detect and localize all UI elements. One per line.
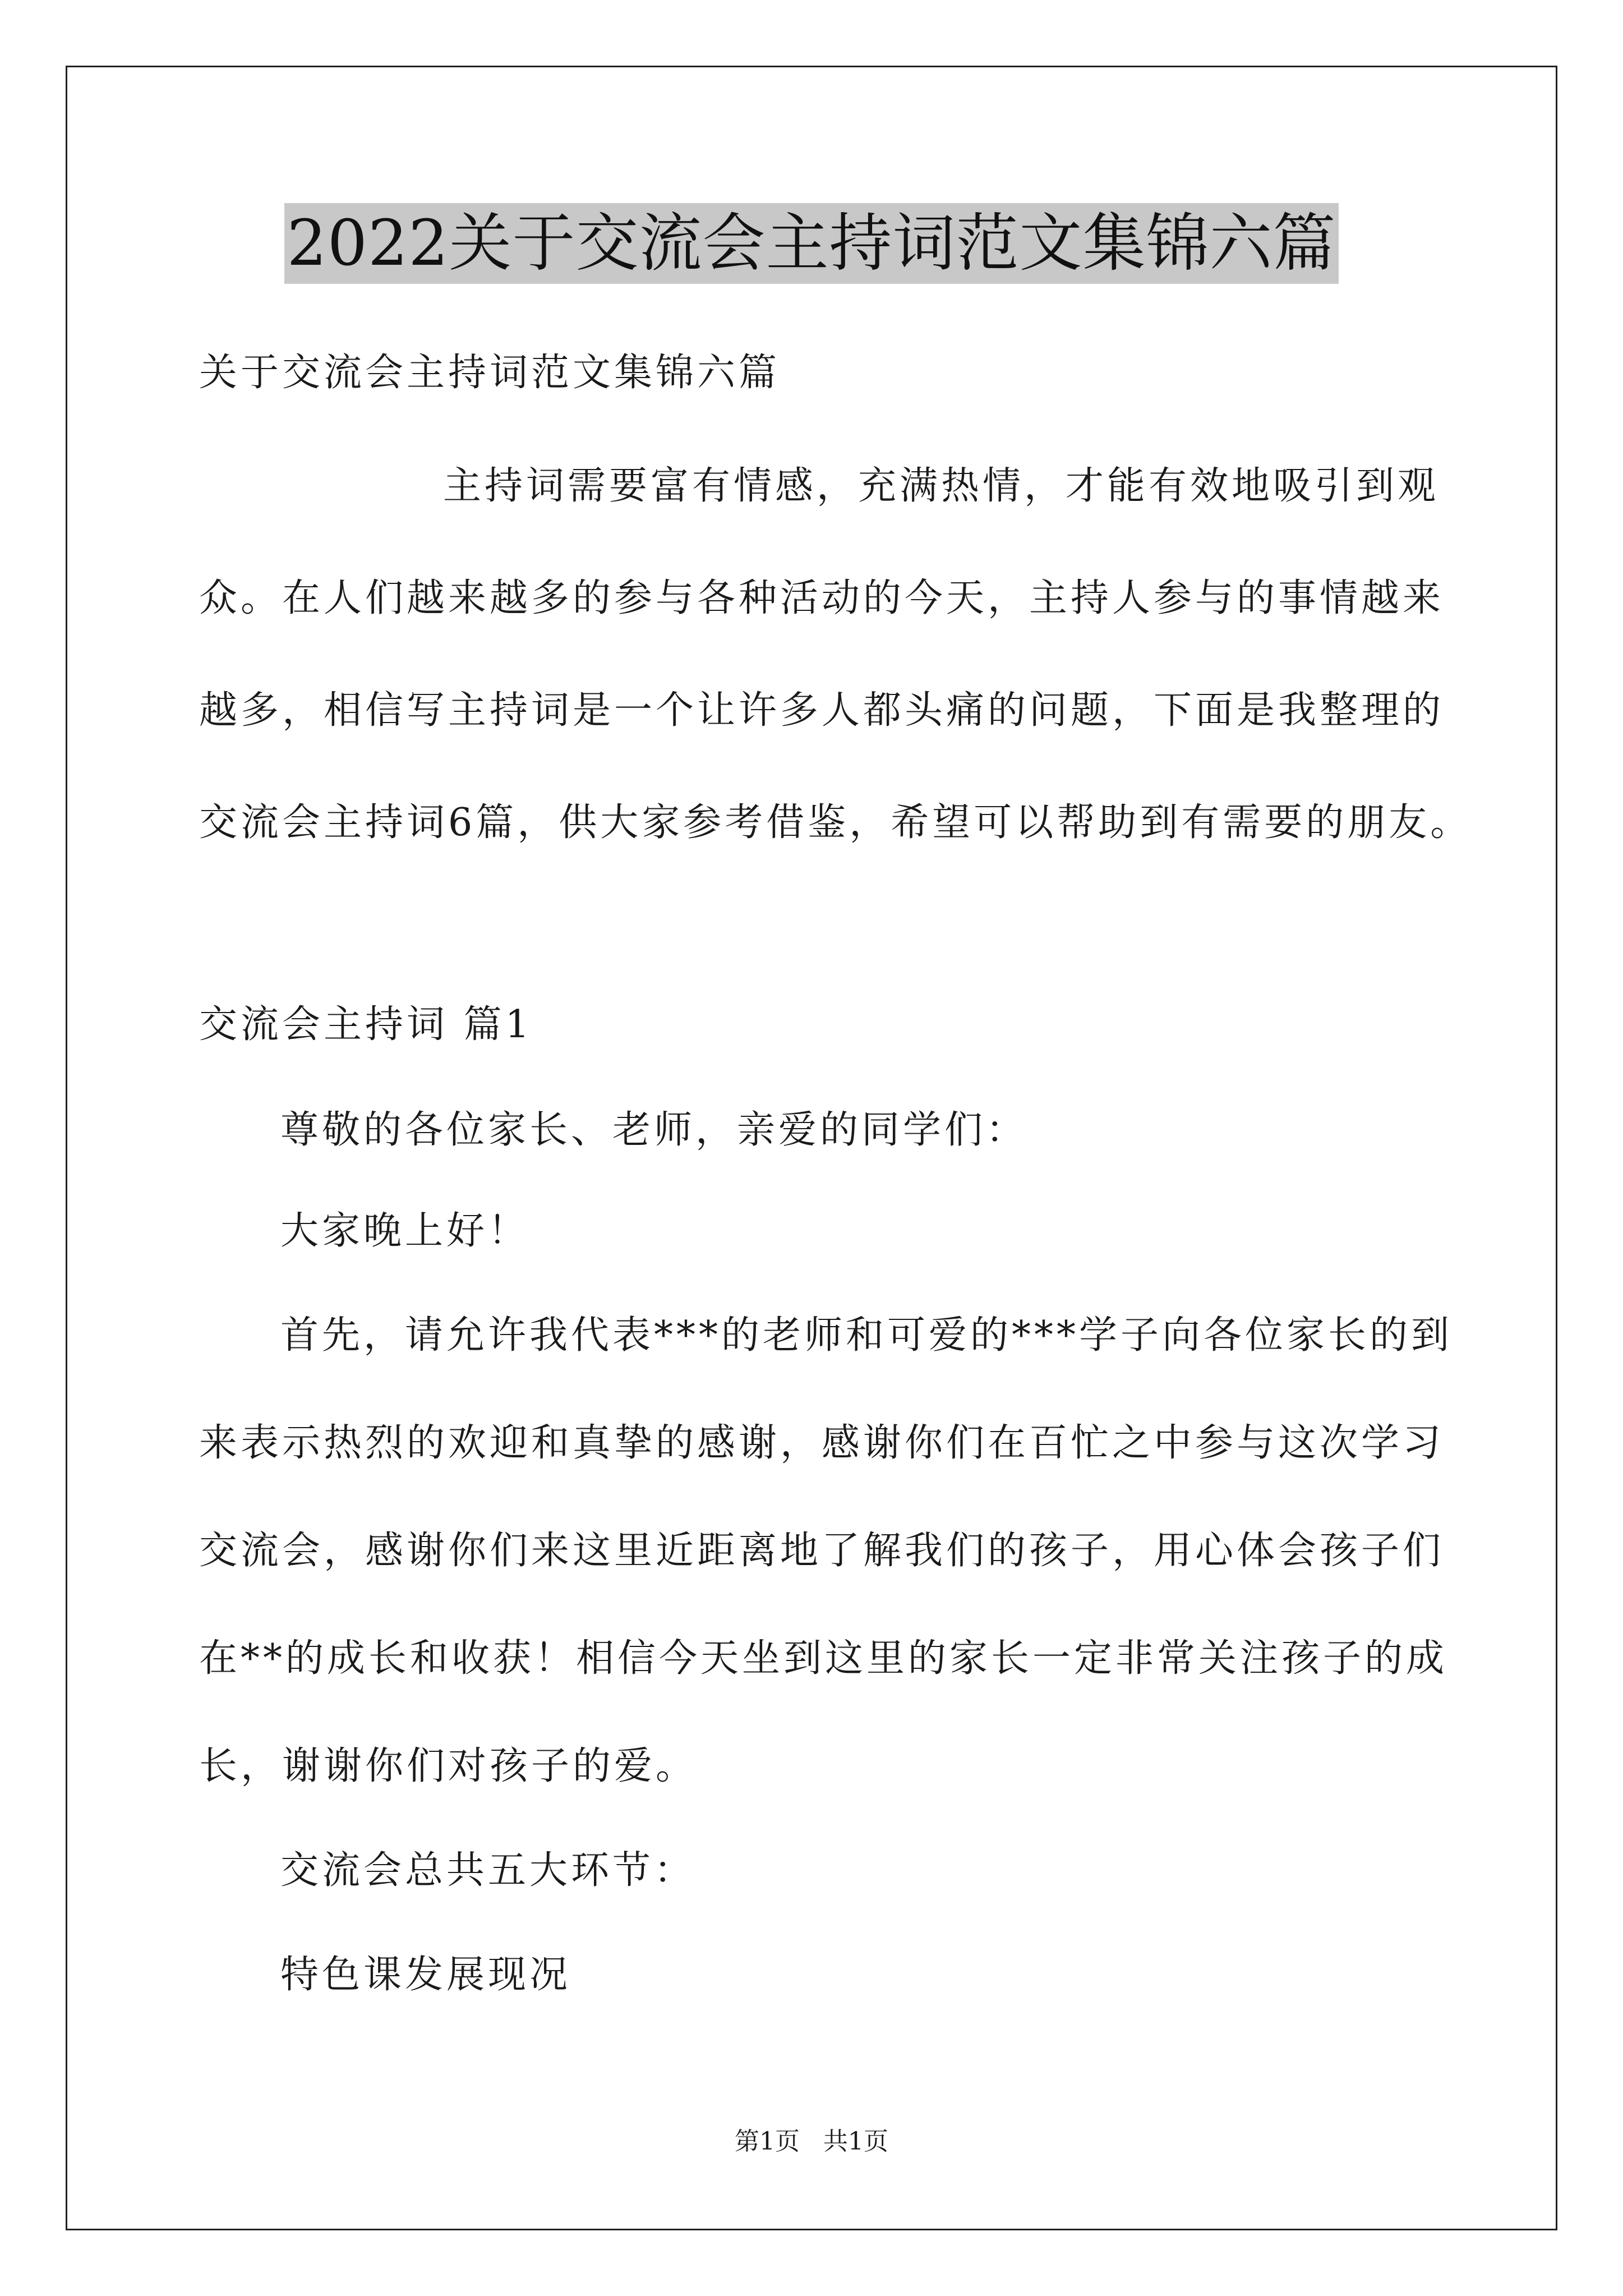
paragraph-line-4: 在**的成长和收获！相信今天坐到这里的家长一定非常关注孩子的成	[199, 1636, 1448, 1681]
intro-line-2: 众。在人们越来越多的参与各种活动的今天，主持人参与的事情越来	[199, 576, 1445, 620]
paragraph-line-3: 交流会，感谢你们来这里近距离地了解我们的孩子，用心体会孩子们	[199, 1529, 1445, 1573]
salutation: 尊敬的各位家长、老师，亲爱的同学们：	[280, 1108, 1028, 1152]
intro-line-3: 越多，相信写主持词是一个让许多人都头痛的问题，下面是我整理的	[199, 688, 1445, 733]
segment-item-1: 特色课发展现况	[280, 1953, 571, 1997]
paragraph-line-5: 长，谢谢你们对孩子的爱。	[199, 1744, 698, 1788]
intro-line-1: 主持词需要富有情感，充满热情，才能有效地吸引到观	[443, 464, 1440, 508]
document-title: 2022关于交流会主持词范文集锦六篇	[284, 203, 1338, 284]
paragraph-line-1: 首先，请允许我代表***的老师和可爱的***学子向各位家长的到	[280, 1313, 1453, 1358]
section-heading: 交流会主持词 篇1	[199, 1002, 533, 1047]
page-footer: 第1页 共1页	[735, 2127, 888, 2156]
segments-intro: 交流会总共五大环节：	[280, 1848, 696, 1893]
paragraph-line-2: 来表示热烈的欢迎和真挚的感谢，感谢你们在百忙之中参与这次学习	[199, 1421, 1445, 1465]
greeting: 大家晚上好！	[280, 1209, 530, 1253]
title-container	[0, 203, 1623, 284]
intro-line-4: 交流会主持词6篇，供大家参考借鉴，希望可以帮助到有需要的朋友。	[199, 800, 1472, 845]
document-subtitle: 关于交流会主持词范文集锦六篇	[199, 351, 781, 395]
